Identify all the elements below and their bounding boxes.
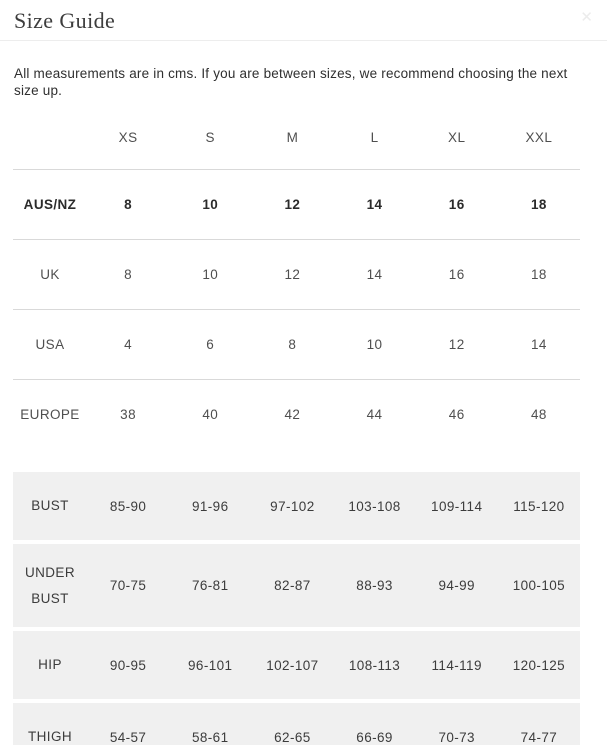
measurement-note: All measurements are in cms. If you are between sizes, we recommend choosing the next size up. (14, 66, 568, 98)
row-label-thigh: THIGH (13, 703, 87, 745)
row-label-hip: HIP (13, 631, 87, 699)
size-col-header-s: S (205, 130, 215, 146)
cell-value: 8 (288, 336, 297, 352)
table-row-thigh (13, 703, 580, 745)
cell-value: 94-99 (416, 544, 498, 627)
table-row-underbust (13, 544, 580, 627)
cell-value: 10 (202, 196, 219, 212)
cell-value: 70-75 (87, 544, 169, 627)
cell-value: 4 (124, 336, 133, 352)
cell-value: 10 (366, 336, 383, 352)
size-header-row (13, 107, 580, 169)
cell-value: 100-105 (498, 544, 580, 627)
cell-value: 88-93 (333, 544, 415, 627)
size-col-header-xs: XS (118, 130, 138, 146)
cell-value: 96-101 (169, 631, 251, 699)
cell-value: 97-102 (251, 472, 333, 540)
cell-value: 38 (120, 406, 136, 422)
table-row-hip (13, 631, 580, 699)
cell-value: 8 (124, 266, 133, 282)
cell-value: 74-77 (498, 703, 580, 745)
size-col-header-xl: XL (448, 130, 466, 146)
size-col-header-l: L (370, 130, 379, 146)
cell-value: 18 (530, 266, 547, 282)
cell-value: 14 (530, 336, 547, 352)
row-label-bust: BUST (13, 472, 87, 540)
cell-value: 58-61 (169, 703, 251, 745)
header-divider (0, 40, 607, 41)
table-row-ausnz (13, 169, 580, 239)
cell-value: 120-125 (498, 631, 580, 699)
cell-value: 85-90 (87, 472, 169, 540)
cell-value: 12 (284, 266, 301, 282)
cell-value: 76-81 (169, 544, 251, 627)
cell-value: 62-65 (251, 703, 333, 745)
cell-value: 82-87 (251, 544, 333, 627)
size-col-header-xxl: XXL (525, 130, 553, 146)
cell-value: 16 (448, 266, 465, 282)
cell-value: 46 (448, 406, 465, 422)
cell-value: 115-120 (498, 472, 580, 540)
row-label-usa: USA (35, 336, 65, 352)
size-conversion-table (13, 107, 580, 449)
cell-value: 90-95 (87, 631, 169, 699)
cell-value: 109-114 (416, 472, 498, 540)
close-icon[interactable]: ✕ (580, 9, 593, 26)
cell-value: 48 (530, 406, 547, 422)
cell-value: 18 (530, 196, 547, 212)
table-row-usa (13, 309, 580, 379)
cell-value: 6 (206, 336, 215, 352)
cell-value: 70-73 (416, 703, 498, 745)
table-row-bust (13, 472, 580, 540)
cell-value: 54-57 (87, 703, 169, 745)
cell-value: 91-96 (169, 472, 251, 540)
measurement-table (13, 468, 580, 745)
cell-value: 12 (448, 336, 465, 352)
size-header-empty-cell (13, 107, 87, 169)
cell-value: 8 (124, 196, 133, 212)
cell-value: 42 (284, 406, 301, 422)
row-label-ausnz: AUS/NZ (23, 196, 77, 212)
row-label-underbust: UNDER BUST (13, 544, 87, 627)
cell-value: 108-113 (333, 631, 415, 699)
cell-value: 14 (366, 196, 383, 212)
table-row-uk (13, 239, 580, 309)
cell-value: 12 (284, 196, 301, 212)
row-label-europe: EUROPE (20, 406, 80, 422)
cell-value: 66-69 (333, 703, 415, 745)
cell-value: 16 (448, 196, 465, 212)
row-label-uk: UK (40, 266, 60, 282)
cell-value: 10 (202, 266, 219, 282)
cell-value: 103-108 (333, 472, 415, 540)
cell-value: 102-107 (251, 631, 333, 699)
cell-value: 44 (366, 406, 383, 422)
cell-value: 114-119 (416, 631, 498, 699)
cell-value: 40 (202, 406, 219, 422)
size-col-header-m: M (286, 130, 299, 146)
cell-value: 14 (366, 266, 383, 282)
page-title: Size Guide (14, 8, 116, 33)
table-row-europe (13, 379, 580, 449)
